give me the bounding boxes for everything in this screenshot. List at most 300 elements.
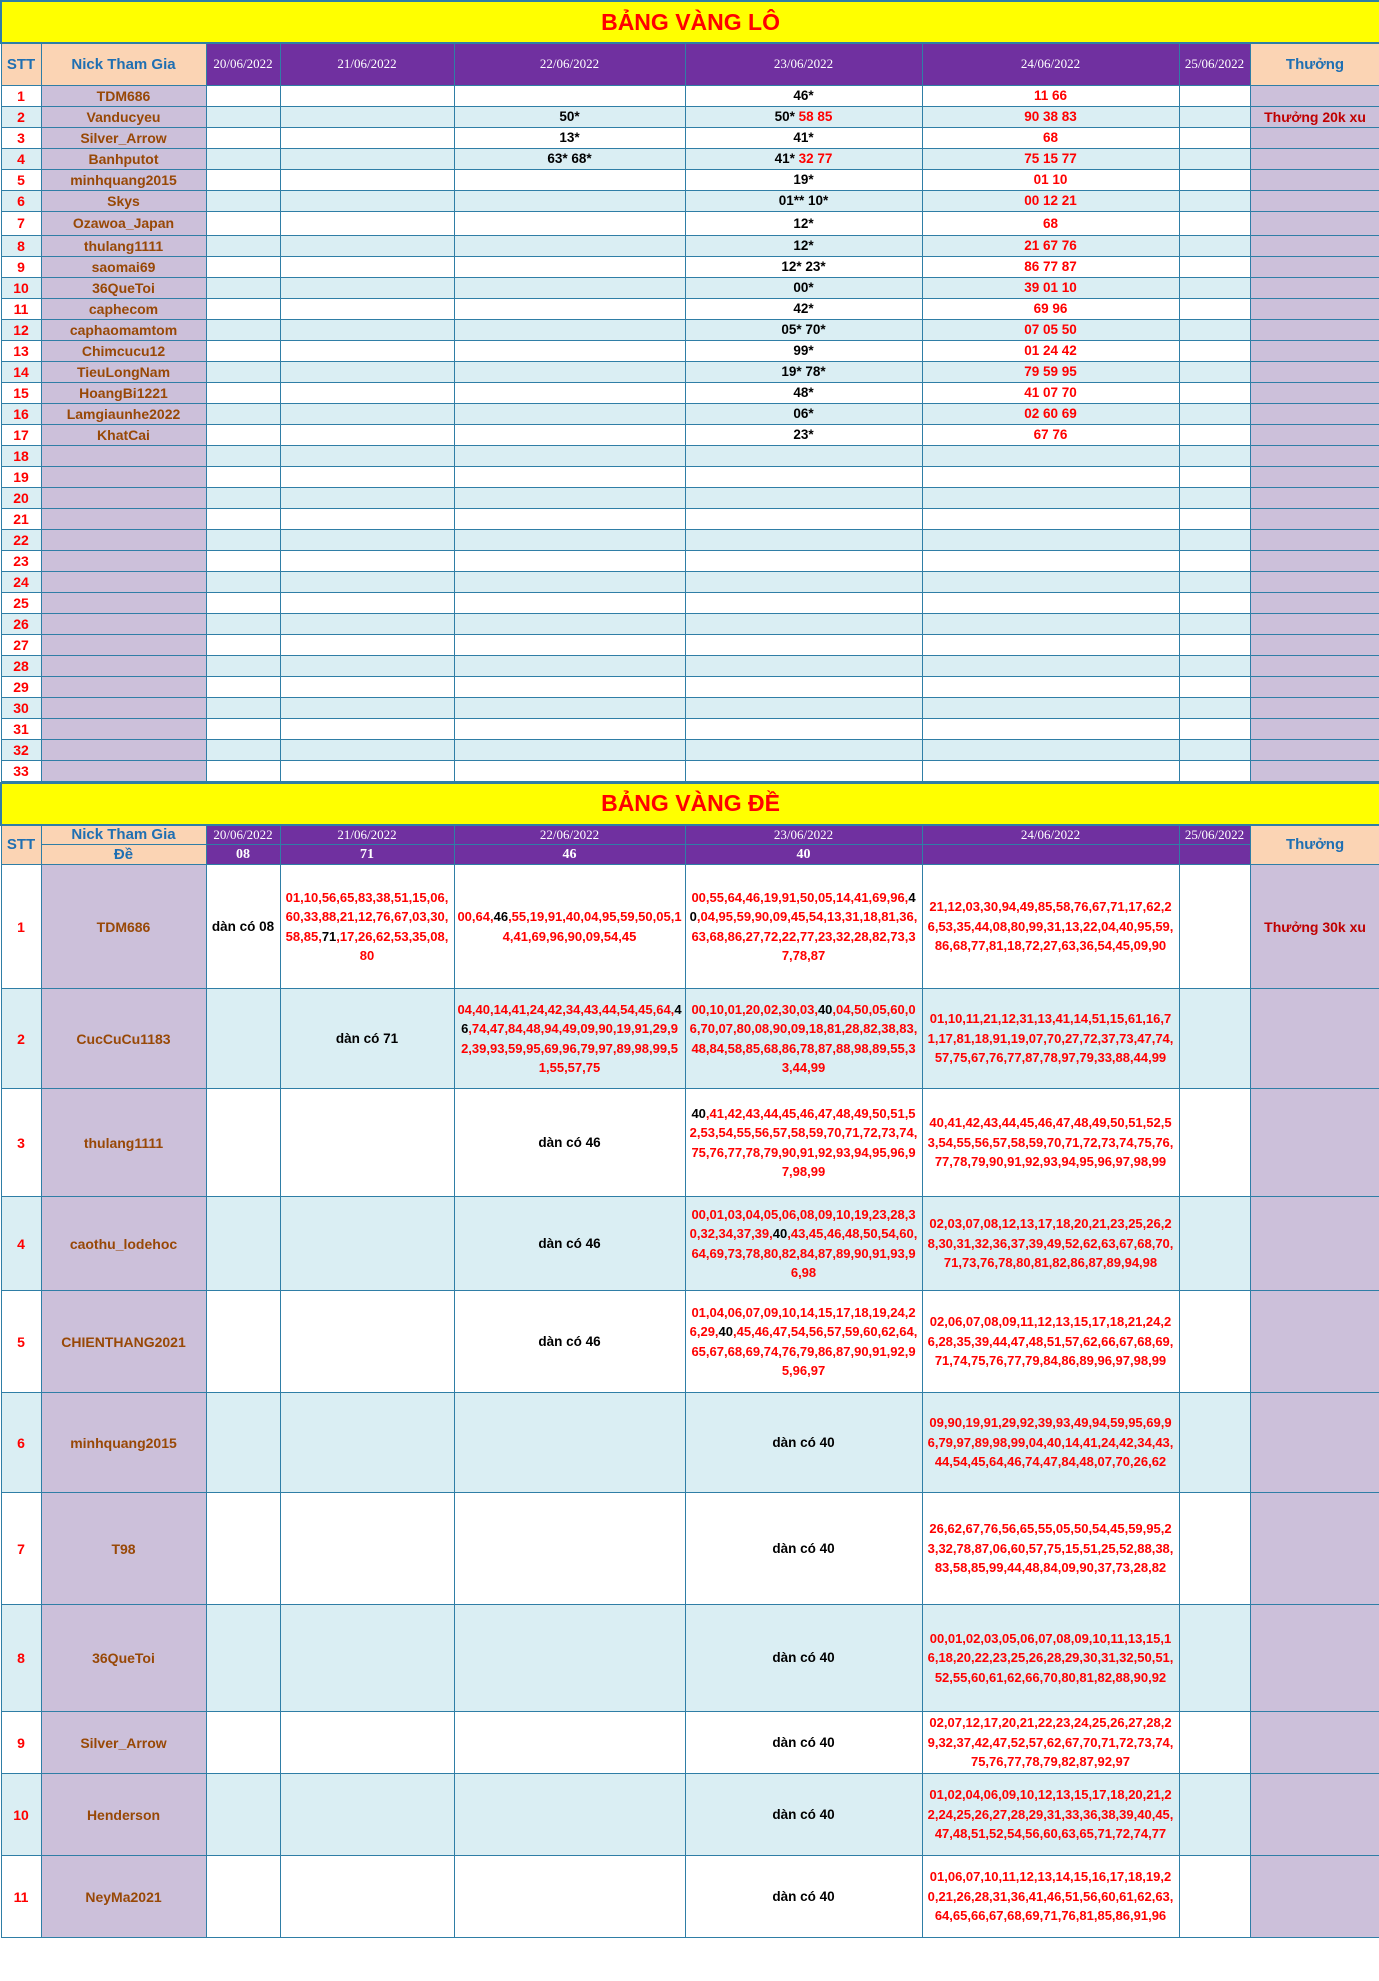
cell-24: 00 12 21 — [922, 190, 1179, 211]
cell-empty — [685, 550, 922, 571]
lo-header-date: 24/06/2022 — [922, 43, 1179, 85]
number-segment: ,55,19,91,40,04,95,59,50,05,14,41,69,96,90,09,54,45 — [502, 909, 682, 944]
cell-empty — [206, 655, 280, 676]
number-segment: 40 — [689, 889, 916, 924]
cell-24: 67 76 — [922, 424, 1179, 445]
row-stt: 19 — [1, 466, 41, 487]
cell-empty — [454, 718, 685, 739]
cell-22 — [454, 1712, 685, 1774]
cell-24: 68 — [922, 127, 1179, 148]
cell-empty — [454, 445, 685, 466]
cell-24: 01 24 42 — [922, 340, 1179, 361]
number-segment: 01,04,06,07,09,10,14,15,17,18,19,24,26,29, — [689, 1304, 916, 1339]
number-segment: 40 — [772, 1226, 788, 1241]
row-stt: 31 — [1, 718, 41, 739]
lo-header-row — [1, 43, 1379, 85]
cell-empty — [454, 508, 685, 529]
row-stt: 9 — [1, 1712, 41, 1774]
row-thuong — [1250, 655, 1379, 676]
cell-21 — [280, 1291, 454, 1393]
row-stt: 28 — [1, 655, 41, 676]
number-segment: 00,01,02,03,05,06,07,08,09,10,11,13,15,16,18,20,22,23,25,26,28,29,30,31,32,50,51,52,55,60,61,62,66,70,80,81,82,88,90,92 — [927, 1630, 1174, 1685]
cell-empty — [685, 571, 922, 592]
row-thuong — [1250, 211, 1379, 235]
cell-empty — [206, 445, 280, 466]
cell-21 — [280, 1605, 454, 1712]
de-table-row — [1, 1774, 1379, 1856]
lo-table-row — [1, 760, 1379, 781]
cell-empty — [454, 571, 685, 592]
cell-22 — [454, 1493, 685, 1605]
row-thuong: Thưởng 30k xu — [1250, 865, 1379, 989]
row-thuong — [1250, 298, 1379, 319]
row-stt: 8 — [1, 1605, 41, 1712]
de-result-row — [1, 845, 1379, 865]
row-stt: 33 — [1, 760, 41, 781]
cell-22 — [454, 340, 685, 361]
cell-25 — [1179, 1197, 1250, 1291]
cell-21 — [280, 1774, 454, 1856]
row-thuong — [1250, 1089, 1379, 1197]
number-segment: 01,10,56,65,83,38,51,15,06,60,33,88,21,12,76,67,03,30,58,85, — [285, 889, 449, 944]
lo-table-row — [1, 487, 1379, 508]
cell-24: 68 — [922, 211, 1179, 235]
row-nick: TDM686 — [41, 85, 206, 106]
cell-empty — [1179, 508, 1250, 529]
number-segment: 02,07,12,17,20,21,22,23,24,25,26,27,28,29,32,37,42,47,52,57,62,67,70,71,72,73,74,75,76,77,78,79,82,87,92,97 — [927, 1715, 1174, 1770]
de-header-date: 24/06/2022 — [922, 825, 1179, 845]
number-segment: 12* — [793, 215, 814, 231]
cell-empty — [922, 697, 1179, 718]
row-stt: 2 — [1, 989, 41, 1089]
cell-20 — [206, 1393, 280, 1493]
cell-empty — [922, 760, 1179, 781]
row-stt: 26 — [1, 613, 41, 634]
cell-23 — [685, 169, 922, 190]
cell-empty — [280, 718, 454, 739]
cell-empty — [206, 571, 280, 592]
cell-empty — [454, 676, 685, 697]
cell-24 — [922, 1856, 1179, 1938]
number-segment: 99* — [793, 343, 814, 358]
row-stt: 6 — [1, 190, 41, 211]
row-nick: minhquang2015 — [41, 169, 206, 190]
row-thuong — [1250, 85, 1379, 106]
cell-20 — [206, 340, 280, 361]
de-result — [922, 845, 1179, 865]
dan-label: dàn có 40 — [772, 1888, 835, 1904]
cell-empty — [206, 466, 280, 487]
lo-body — [1, 85, 1379, 781]
cell-24 — [922, 1197, 1179, 1291]
de-table-row — [1, 1393, 1379, 1493]
de-header-date: 25/06/2022 — [1179, 825, 1250, 845]
row-nick: caphaomamtom — [41, 319, 206, 340]
cell-22 — [454, 1393, 685, 1493]
row-nick: Banhputot — [41, 148, 206, 169]
number-segment: ,17,26,62,53,35,08,80 — [336, 928, 449, 963]
cell-empty — [1179, 487, 1250, 508]
cell-20 — [206, 319, 280, 340]
cell-empty — [922, 466, 1179, 487]
cell-25 — [1179, 424, 1250, 445]
de-table-row — [1, 1089, 1379, 1197]
cell-21 — [280, 382, 454, 403]
cell-empty — [685, 739, 922, 760]
cell-empty — [280, 697, 454, 718]
lo-table-row — [1, 211, 1379, 235]
cell-22 — [454, 277, 685, 298]
cell-empty — [206, 739, 280, 760]
cell-20 — [206, 298, 280, 319]
row-stt: 21 — [1, 508, 41, 529]
cell-23 — [685, 85, 922, 106]
cell-empty — [454, 634, 685, 655]
de-result: 46 — [454, 845, 685, 865]
cell-empty — [1179, 718, 1250, 739]
de-table-row — [1, 1856, 1379, 1938]
row-stt: 11 — [1, 298, 41, 319]
row-stt: 20 — [1, 487, 41, 508]
cell-23 — [685, 340, 922, 361]
cell-22: 63* 68* — [454, 148, 685, 169]
cell-empty — [685, 718, 922, 739]
number-segment: ,04,95,59,90,09,45,54,13,31,18,81,36,63,68,86,27,72,22,77,23,32,28,82,73,37,78,87 — [691, 909, 918, 963]
row-thuong — [1250, 382, 1379, 403]
number-segment: 01** 10* — [778, 193, 829, 208]
cell-empty — [685, 529, 922, 550]
cell-empty — [685, 445, 922, 466]
cell-empty — [280, 676, 454, 697]
cell-empty — [454, 592, 685, 613]
lo-table-row — [1, 508, 1379, 529]
row-nick — [41, 739, 206, 760]
cell-24 — [922, 1393, 1179, 1493]
number-segment: 41* — [774, 151, 799, 166]
cell-23 — [685, 989, 922, 1089]
cell-24: 11 66 — [922, 85, 1179, 106]
cell-23 — [685, 403, 922, 424]
cell-22 — [454, 1605, 685, 1712]
row-stt: 1 — [1, 865, 41, 989]
cell-23 — [685, 1856, 922, 1938]
cell-23 — [685, 865, 922, 989]
cell-20 — [206, 169, 280, 190]
row-thuong — [1250, 361, 1379, 382]
de-header-date: 23/06/2022 — [685, 825, 922, 845]
cell-empty — [280, 613, 454, 634]
row-thuong — [1250, 571, 1379, 592]
cell-21 — [280, 190, 454, 211]
cell-empty — [922, 676, 1179, 697]
row-thuong — [1250, 550, 1379, 571]
cell-20 — [206, 1089, 280, 1197]
row-stt: 27 — [1, 634, 41, 655]
row-thuong — [1250, 676, 1379, 697]
cell-22 — [454, 865, 685, 989]
cell-empty — [685, 487, 922, 508]
row-stt: 14 — [1, 361, 41, 382]
row-thuong — [1250, 508, 1379, 529]
row-thuong — [1250, 1774, 1379, 1856]
lo-table-row — [1, 739, 1379, 760]
cell-21 — [280, 127, 454, 148]
row-stt: 10 — [1, 277, 41, 298]
cell-21 — [280, 106, 454, 127]
cell-20 — [206, 1291, 280, 1393]
cell-23 — [685, 361, 922, 382]
number-segment: ,45,46,47,54,56,57,59,60,62,64,65,67,68,69,74,76,79,86,87,90,91,92,95,96,97 — [691, 1324, 918, 1378]
row-nick: CHIENTHANG2021 — [41, 1291, 206, 1393]
cell-24 — [922, 1493, 1179, 1605]
cell-22 — [454, 169, 685, 190]
row-stt: 16 — [1, 403, 41, 424]
row-thuong — [1250, 466, 1379, 487]
row-nick — [41, 655, 206, 676]
de-header-date: 21/06/2022 — [280, 825, 454, 845]
number-segment: 58 85 — [798, 109, 833, 124]
cell-20 — [206, 1774, 280, 1856]
row-nick — [41, 676, 206, 697]
cell-22 — [454, 989, 685, 1089]
row-stt: 30 — [1, 697, 41, 718]
de-header-date: 20/06/2022 — [206, 825, 280, 845]
cell-25 — [1179, 1493, 1250, 1605]
row-stt: 5 — [1, 1291, 41, 1393]
lo-header-date: 20/06/2022 — [206, 43, 280, 85]
cell-23 — [685, 256, 922, 277]
cell-empty — [685, 634, 922, 655]
number-segment: 12* 23* — [781, 259, 826, 274]
cell-empty — [206, 760, 280, 781]
cell-empty — [454, 739, 685, 760]
lo-table-row — [1, 529, 1379, 550]
cell-24: 21 67 76 — [922, 235, 1179, 256]
number-segment: ,41,42,43,44,45,46,47,48,49,50,51,52,53,54,55,56,57,58,59,70,71,72,73,74,75,76,77,78,79,90,91,92,93,94,95,96,97,98,99 — [689, 1105, 918, 1179]
cell-23 — [685, 1393, 922, 1493]
row-stt: 24 — [1, 571, 41, 592]
lo-table-row — [1, 340, 1379, 361]
cell-22 — [454, 85, 685, 106]
cell-empty — [922, 634, 1179, 655]
cell-empty — [685, 697, 922, 718]
cell-empty — [685, 676, 922, 697]
number-segment: 46 — [493, 909, 509, 924]
row-nick — [41, 718, 206, 739]
cell-empty — [280, 466, 454, 487]
cell-22 — [454, 424, 685, 445]
cell-25 — [1179, 1856, 1250, 1938]
cell-empty — [280, 760, 454, 781]
cell-25 — [1179, 1774, 1250, 1856]
cell-empty — [454, 655, 685, 676]
cell-empty — [922, 508, 1179, 529]
cell-empty — [280, 487, 454, 508]
cell-24: 41 07 70 — [922, 382, 1179, 403]
number-segment: 02,03,07,08,12,13,17,18,20,21,23,25,26,28,30,31,32,36,37,39,49,52,62,63,67,68,70,71,73,76,78,80,81,82,86,87,89,94,98 — [927, 1216, 1174, 1271]
cell-20 — [206, 424, 280, 445]
row-thuong — [1250, 760, 1379, 781]
number-segment: 02,06,07,08,09,11,12,13,15,17,18,21,24,26,28,35,39,44,47,48,51,57,62,66,67,68,69,71,74,75,76,77,79,84,86,89,96,97,98,99 — [927, 1314, 1174, 1369]
cell-24 — [922, 1089, 1179, 1197]
row-thuong — [1250, 1712, 1379, 1774]
cell-21 — [280, 424, 454, 445]
de-table-row — [1, 1291, 1379, 1393]
cell-23 — [685, 235, 922, 256]
row-thuong — [1250, 424, 1379, 445]
row-stt: 7 — [1, 211, 41, 235]
lo-header-date: 22/06/2022 — [454, 43, 685, 85]
lo-table-row — [1, 256, 1379, 277]
number-segment: ,43,45,46,48,50,54,60,64,69,73,78,80,82,84,87,89,90,91,93,96,98 — [691, 1226, 918, 1280]
cell-20 — [206, 85, 280, 106]
lo-table-row — [1, 106, 1379, 127]
cell-empty — [1179, 655, 1250, 676]
cell-empty — [685, 613, 922, 634]
row-thuong — [1250, 319, 1379, 340]
cell-23 — [685, 277, 922, 298]
cell-23 — [685, 1493, 922, 1605]
row-stt: 25 — [1, 592, 41, 613]
number-segment: 40 — [718, 1324, 734, 1339]
row-nick: Chimcucu12 — [41, 340, 206, 361]
row-stt: 9 — [1, 256, 41, 277]
cell-20 — [206, 1605, 280, 1712]
cell-empty — [454, 550, 685, 571]
row-nick — [41, 697, 206, 718]
cell-empty — [1179, 445, 1250, 466]
row-thuong — [1250, 634, 1379, 655]
number-segment: 09,90,19,91,29,92,39,93,49,94,59,95,69,96,79,97,89,98,99,04,40,14,41,24,42,34,43,44,54,45,64,46,74,47,84,48,07,70,26,62 — [927, 1415, 1174, 1470]
row-stt: 6 — [1, 1393, 41, 1493]
cell-empty — [922, 739, 1179, 760]
cell-22 — [454, 403, 685, 424]
cell-empty — [922, 592, 1179, 613]
row-stt: 5 — [1, 169, 41, 190]
row-nick — [41, 487, 206, 508]
row-thuong — [1250, 235, 1379, 256]
cell-empty — [922, 718, 1179, 739]
lo-table-row — [1, 403, 1379, 424]
cell-25 — [1179, 127, 1250, 148]
cell-empty — [454, 760, 685, 781]
de-table-row — [1, 1605, 1379, 1712]
row-thuong — [1250, 1856, 1379, 1938]
cell-24: 02 60 69 — [922, 403, 1179, 424]
number-segment: 48* — [793, 385, 814, 400]
cell-empty — [685, 592, 922, 613]
cell-22 — [454, 1774, 685, 1856]
cell-25 — [1179, 298, 1250, 319]
row-stt: 10 — [1, 1774, 41, 1856]
cell-24 — [922, 1712, 1179, 1774]
number-segment: 23* — [793, 427, 814, 442]
number-segment: 40 — [817, 1001, 833, 1017]
lo-table-row — [1, 382, 1379, 403]
lo-title: BẢNG VÀNG LÔ — [1, 1, 1379, 43]
cell-21 — [280, 1197, 454, 1291]
cell-empty — [206, 697, 280, 718]
cell-empty — [454, 697, 685, 718]
cell-25 — [1179, 340, 1250, 361]
lo-table-row — [1, 169, 1379, 190]
cell-23 — [685, 1089, 922, 1197]
cell-20 — [206, 127, 280, 148]
cell-21 — [280, 1493, 454, 1605]
cell-empty — [1179, 697, 1250, 718]
cell-empty — [280, 529, 454, 550]
cell-20 — [206, 148, 280, 169]
number-segment: 46* — [793, 88, 814, 103]
lo-table-row — [1, 634, 1379, 655]
cell-22: 13* — [454, 127, 685, 148]
cell-empty — [922, 571, 1179, 592]
cell-empty — [454, 487, 685, 508]
cell-20 — [206, 277, 280, 298]
row-nick: TieuLongNam — [41, 361, 206, 382]
cell-25 — [1179, 382, 1250, 403]
dan-label: dàn có 46 — [538, 1333, 601, 1349]
lo-table-row — [1, 676, 1379, 697]
cell-21 — [280, 403, 454, 424]
cell-20 — [206, 989, 280, 1089]
dan-label: dàn có 46 — [538, 1134, 601, 1150]
lo-table-row — [1, 655, 1379, 676]
cell-23 — [685, 1774, 922, 1856]
number-segment: 01,02,04,06,09,10,12,13,15,17,18,20,21,22,24,25,26,27,28,29,31,33,36,38,39,40,45,47,48,51,52,54,56,60,63,65,71,72,74,77 — [927, 1787, 1174, 1842]
cell-22 — [454, 298, 685, 319]
cell-25 — [1179, 169, 1250, 190]
row-nick — [41, 613, 206, 634]
row-nick: T98 — [41, 1493, 206, 1605]
row-thuong — [1250, 190, 1379, 211]
cell-25 — [1179, 235, 1250, 256]
number-segment: 32 77 — [798, 151, 833, 166]
row-thuong — [1250, 1393, 1379, 1493]
cell-25 — [1179, 106, 1250, 127]
cell-empty — [1179, 466, 1250, 487]
row-nick: CucCuCu1183 — [41, 989, 206, 1089]
lo-table-row — [1, 148, 1379, 169]
row-stt: 4 — [1, 148, 41, 169]
de-result: 08 — [206, 845, 280, 865]
cell-24 — [922, 1605, 1179, 1712]
row-stt: 15 — [1, 382, 41, 403]
row-thuong — [1250, 445, 1379, 466]
cell-20 — [206, 1856, 280, 1938]
dan-label: dàn có 40 — [772, 1650, 835, 1666]
row-nick: caphecom — [41, 298, 206, 319]
cell-empty — [206, 613, 280, 634]
cell-20 — [206, 1712, 280, 1774]
row-thuong — [1250, 403, 1379, 424]
cell-empty — [922, 550, 1179, 571]
dan-label: dàn có 71 — [335, 1030, 399, 1046]
cell-empty — [1179, 592, 1250, 613]
row-nick: thulang1111 — [41, 235, 206, 256]
cell-21 — [280, 865, 454, 989]
row-nick — [41, 508, 206, 529]
de-table — [0, 782, 1379, 1939]
row-nick: NeyMa2021 — [41, 1856, 206, 1938]
row-stt: 18 — [1, 445, 41, 466]
cell-20 — [206, 211, 280, 235]
cell-24: 39 01 10 — [922, 277, 1179, 298]
cell-empty — [454, 466, 685, 487]
lo-table-row — [1, 319, 1379, 340]
cell-empty — [280, 592, 454, 613]
cell-21 — [280, 85, 454, 106]
